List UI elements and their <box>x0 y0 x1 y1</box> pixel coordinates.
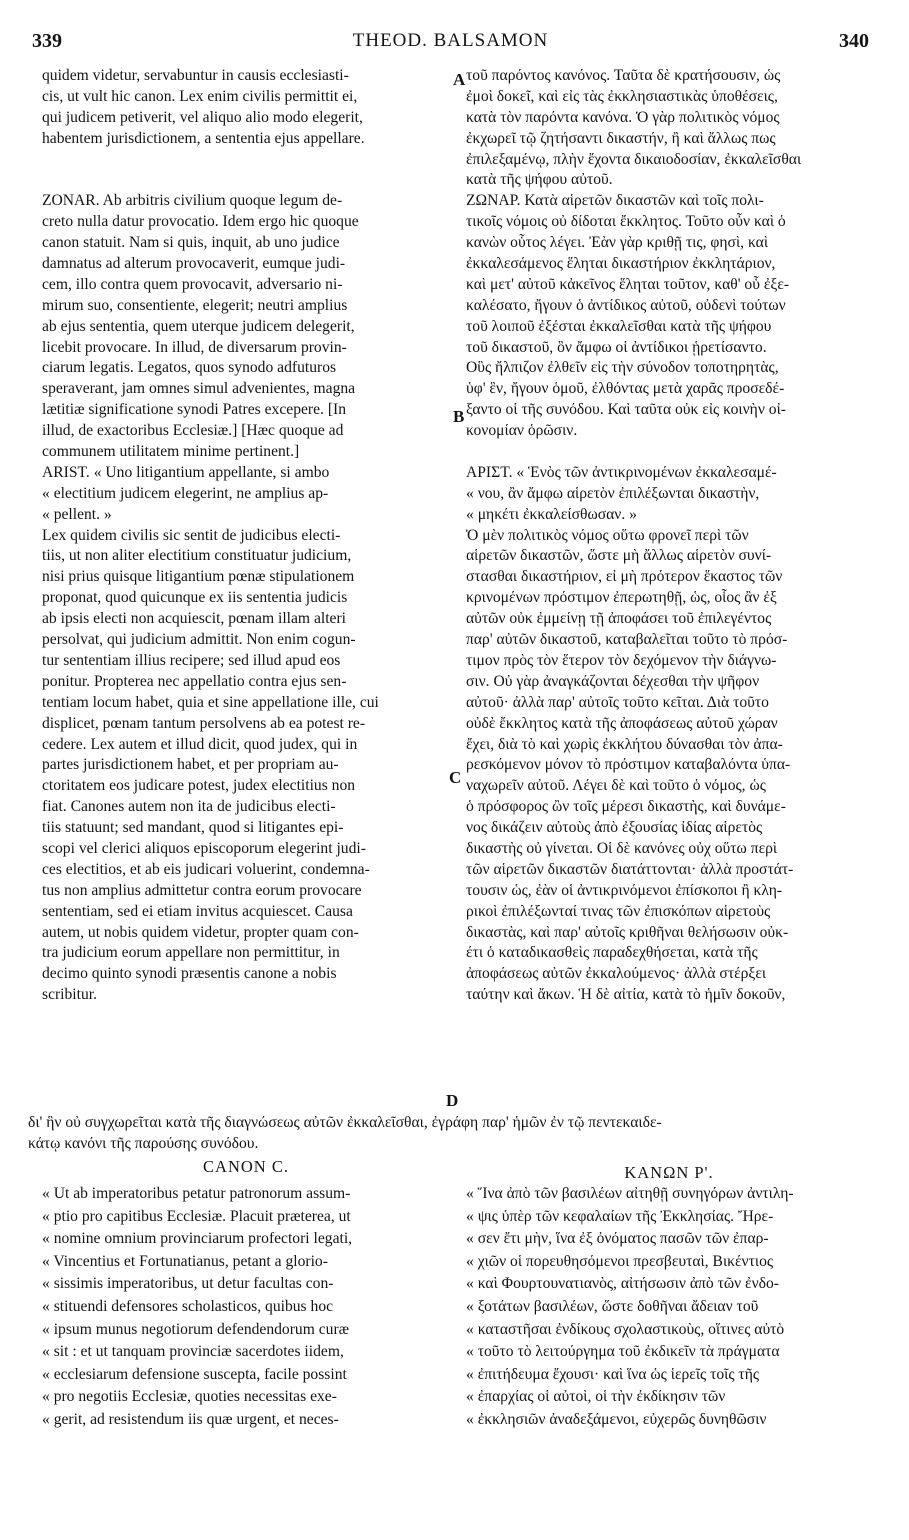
text-line: ΑΡΙΣΤ. « Ἑνὸς τῶν ἀντικρινομένων ἐκκαλεσαμέ- <box>466 463 777 481</box>
text-line: ces electitios, et ab eis judicari voluerint, condemna- <box>42 860 370 878</box>
text-line: cedere. Lex autem et illud dicit, quod judex, qui in <box>42 735 358 753</box>
text-line: έτι ὁ καταδικασθεὶς παραδεχθήσεται, κατὰ τῆς <box>466 944 758 962</box>
text-line: ρικοὶ ἐπιλέξωνταί τινας τῶν ἐπισκόπων αἱρετοὺς <box>466 902 771 920</box>
text-line: « sit : et ut tanquam provinciæ sacerdotes iidem, <box>42 1343 344 1361</box>
text-line: « καταστῆσαι ἐνδίκους σχολαστικοὺς, οἵτινες αὐτὸ <box>466 1320 785 1338</box>
text-line: καλέσατο, ἤγουν ὁ ἀντίδικος αὐτοῦ, οὐδενὶ τούτων <box>466 296 786 314</box>
text-line: proponat, quod quicunque ex iis sententia judicis <box>42 589 348 607</box>
text-line: « νου, ἂν ἄμφω αἱρετὸν ἐπιλέξωνται δικαστὴν, <box>466 484 760 502</box>
text-line: ab ipsis electi non acquiescit, pœnam illam alteri <box>42 610 346 628</box>
text-line: κρινομένων πρόστιμον ἐπερωτηθῇ, ὡς, οἷος ἂν ἐξ <box>466 589 777 607</box>
full-width-text <box>28 1112 878 1154</box>
text-line: « ipsum munus negotiorum defendendorum curæ <box>42 1320 350 1338</box>
text-line: Οὓς ἤλπιζον ἐλθεῖν εἰς τὴν σύνοδον τοποτηρητὰς, <box>466 359 779 377</box>
margin-letter-a: A <box>453 70 466 89</box>
text-line: τικοῖς νόμοις οὐ δίδοται ἔκκλητος. Τοῦτο οὖν καὶ ὁ <box>466 213 786 231</box>
text-line: « ecclesiarum defensione suscepta, facile possint <box>42 1365 347 1383</box>
text-line: « sissimis imperatoribus, ut detur facultas con- <box>42 1275 334 1293</box>
text-line: « τοῦτο τὸ λειτούργημα τοῦ ἐκδικεῖν τὰ πράγματα <box>466 1343 780 1361</box>
text-line: persolvat, qui judicium admittit. Non enim cogun- <box>42 631 356 649</box>
text-line: ὑφ' ἓν, ἤγουν ὁμοῦ, ἐλθόντας μετὰ χαρᾶς προσεδέ- <box>466 380 785 398</box>
text-line: ctoritatem eos judicare potest, judex electitius non <box>42 777 356 795</box>
text-line: κονομίαν ὁρῶσιν. <box>466 422 578 440</box>
text-line: ἐπιλεξαμένῳ, πλὴν ἔχοντα δικαιοδοσίαν, ἐκκαλεῖσθαι <box>466 150 802 168</box>
text-line: οὐδὲ ἔκκλητος κατὰ τῆς ἀποφάσεως αὐτοῦ χώραν <box>466 714 778 732</box>
text-line: παρ' αὐτῶν δικαστοῦ, καταβαλεῖται τοῦτο τὸ πρόσ- <box>466 631 788 649</box>
text-line: κάτῳ κανόνι τῆς παρούσης συνόδου. <box>28 1134 259 1152</box>
text-line: δι' ἣν οὐ συγχωρεῖται κατὰ τῆς διαγνώσεως αὐτῶν ἐκκαλεῖσθαι, ἐγράφη παρ' ἡμῶν ἐν τῷ πεντεκαιδε- <box>28 1114 662 1131</box>
text-line: quidem videtur, servabuntur in causis ecclesiasti- <box>42 67 349 84</box>
text-line: decimo quinto synodi præsentis canone a nobis <box>42 965 337 983</box>
text-line: ρεσκόμενον μόνον τὸ πρόστιμον καταβαλόντα ὑπα- <box>466 756 791 774</box>
text-line: ἔχει, διὰ τὸ καὶ χωρὶς ἐκκλήτου δύνασθαι τὸν ἀπα- <box>466 735 783 753</box>
text-line: scopi vel clerici aliquos episcoporum elegerint judi- <box>42 839 366 857</box>
text-line: ARIST. « Uno litigantium appellante, si ambo <box>42 463 330 481</box>
text-line: « Ut ab imperatoribus petatur patronorum assum- <box>42 1185 351 1202</box>
text-line: « Vincentius et Fortunatianus, petant a glorio- <box>42 1252 328 1270</box>
text-line: autem, ut nobis quidem videtur, propter quam con- <box>42 923 359 941</box>
text-line: ponitur. Propterea nec appellatio contra ejus sen- <box>42 672 347 690</box>
text-line: lætitiæ significatione synodi Patres excepere. [In <box>42 401 347 419</box>
text-line: canon statuit. Nam si quis, inquit, ab uno judice <box>42 234 340 252</box>
text-line: κατὰ τὸν παρόντα κανόνα. Ὁ γὰρ πολιτικὸς νόμος <box>466 108 780 126</box>
text-line: « Ἵνα ἀπὸ τῶν βασιλέων αἰτηθῇ συνηγόρων ἀντιλη- <box>466 1185 794 1202</box>
text-line: ἐκκαλεσάμενος ἕληται δικαστήριον ἐκκλητάριον, <box>466 255 776 273</box>
text-line: ναχωρεῖν αὐτοῦ. Λέγει δὲ καὶ τοῦτο ὁ νόμος, ὡς <box>466 777 766 795</box>
text-line: σιν. Οὐ γὰρ ἀναγκάζονται δέχεσθαι τὴν ψῆφον <box>466 672 760 690</box>
text-line: τοῦ παρόντος κανόνος. Ταῦτα δὲ κρατήσουσιν, ὡς <box>466 67 781 84</box>
text-line: habentem jurisdictionem, a sententia ejus appellare. <box>42 129 365 147</box>
text-line: αὐτοῦ· ἀλλὰ παρ' αὐτοῖς τοῦτο κεῖται. Διὰ τοῦτο <box>466 693 769 711</box>
text-line: licebit provocare. In illud, de diversarum provin- <box>42 338 347 356</box>
text-line: νος δικάζειν αὐτοὺς ἀπὸ ἐξουσίας ἰδίας αἱρετὸς <box>466 819 763 837</box>
text-line: τοῦ δικαστοῦ, ὃν ἄμφω οἱ ἀντίδικοι ᾑρετίσαντο. <box>466 338 767 356</box>
text-line: fiat. Canones autem non ita de judicibus electi- <box>42 798 336 816</box>
text-line: « ἐπιτήδευμα ἔχουσι· καὶ ἵνα ὡς ἱερεῖς τοῖς τῆς <box>466 1365 760 1383</box>
text-line: καὶ μετ' αὐτοῦ κἀκεῖνος ἕληται τοῦτον, καθ' οὗ ἐξε- <box>466 275 790 293</box>
page-number-left: 339 <box>32 30 62 52</box>
page-header <box>32 30 869 60</box>
text-line: tur sententiam illius recipere; sed illud apud eos <box>42 651 341 669</box>
text-line: αὐτῶν οὐκ ἐμμείνῃ τῇ ἀποφάσει τοῦ ἐπιλεγέντος <box>466 610 772 628</box>
text-line: « gerit, ad resistendum iis quæ urgent, et neces- <box>42 1410 339 1428</box>
page-number-right: 340 <box>839 30 869 52</box>
text-line: damnatus ad alterum provocaverit, eumque judi- <box>42 255 346 273</box>
text-line <box>42 150 450 171</box>
text-line: « μηκέτι ἐκκαλείσθωσαν. » <box>466 505 637 523</box>
text-line: ταύτην καὶ ἄκων. Ἡ δὲ αἰτία, κατὰ τὸ ἡμῖν δοκοῦν, <box>466 986 786 1004</box>
text-line: « ξοτάτων βασιλέων, ὥστε δοθῆναι ἄδειαν τοῦ <box>466 1297 759 1315</box>
margin-letter-d: D <box>446 1091 459 1110</box>
text-line: « ψις ὑπὲρ τῶν κεφαλαίων τῆς Ἐκκλησίας. Ἤρε- <box>466 1207 774 1225</box>
text-line: « ptio pro capitibus Ecclesiæ. Placuit præterea, ut <box>42 1207 351 1225</box>
text-line: τιμον πρὸς τὸν ἕτερον τὸν δεχόμενον τὴν διάγνω- <box>466 651 777 669</box>
text-line: « pro negotiis Ecclesiæ, quoties necessitas exe- <box>42 1388 337 1406</box>
text-line: αἱρετῶν δικαστῶν, ὥστε μὴ ἄλλως αἱρετὸν συνί- <box>466 547 772 565</box>
text-line: ZONAR. Ab arbitris civilium quoque legum de- <box>42 192 343 210</box>
latin-canon-text <box>42 1183 450 1432</box>
text-line: ὁ πρόσφορος ὢν τοῖς μέρεσι δικαστὴς, καὶ δυνάμε- <box>466 798 786 816</box>
text-line <box>42 170 450 191</box>
text-line: τῶν αἱρετῶν δικαστῶν διατάττονται· ἀλλὰ προστάτ- <box>466 860 794 878</box>
text-line: ἐμοὶ δοκεῖ, καὶ εἰς τὰς ἐκκλησιαστικὰς ὑποθέσεις, <box>466 87 778 105</box>
text-line: « nomine omnium provinciarum profectori legati, <box>42 1230 353 1248</box>
text-line: δικαστὰς, καὶ παρ' αὐτοῖς κριθῆναι θελήσωσιν οὐκ- <box>466 923 789 941</box>
text-line: speraverant, jam omnes simul advenientes, magna <box>42 380 356 398</box>
text-line: τοῦ λοιποῦ ἐξέσται ἐκκαλεῖσθαι κατὰ τῆς ψήφου <box>466 317 772 335</box>
text-line: ἐκχωρεῖ τῷ ζητήσαντι δικαστήν, ἢ καὶ ἄλλως πως <box>466 129 776 147</box>
text-line: « pellent. » <box>42 505 112 523</box>
text-line: ab ejus sententia, quem uterque judicem delegerit, <box>42 317 355 335</box>
text-line: tiis, ut non aliter electitium constituatur judicium, <box>42 547 352 565</box>
text-line: « ἐπαρχίας οἱ αὐτοὶ, οἱ τὴν ἐκδίκησιν τῶν <box>466 1388 726 1406</box>
text-line: displicet, pœnam tantum persolvens ab ea potest re- <box>42 714 366 732</box>
latin-column <box>42 66 450 1006</box>
greek-canon-heading: ΚΑΝΩΝ Ρ'. <box>624 1163 714 1182</box>
text-line: nisi prius quisque litigantium pœnæ stipulationem <box>42 568 355 586</box>
text-line: tus non amplius admittetur contra eorum provocare <box>42 881 362 899</box>
text-line: κατὰ τῆς ψήφου αὐτοῦ. <box>466 171 613 189</box>
text-line: ξαντο οἱ τῆς συνόδου. Καὶ ταῦτα οὐκ εἰς κοινὴν οἰ- <box>466 401 786 419</box>
text-line: tra judicium eorum appellare non permittitur, in <box>42 944 340 962</box>
margin-letter-b: B <box>453 407 465 426</box>
text-line: « stituendi defensores scholasticos, quibus hoc <box>42 1297 334 1315</box>
text-line: tentiam locum habet, quia et sine appellatione ille, cui <box>42 693 379 711</box>
text-line: ἀποφάσεως αὐτῶν ἐκκαλούμενος· ἀλλὰ στέρξει <box>466 965 767 983</box>
text-line: « σεν ἔτι μὴν, ἵνα ἐξ ὀνόματος πασῶν τῶν ἐπαρ- <box>466 1230 769 1248</box>
text-line: creto nulla datur provocatio. Idem ergo hic quoque <box>42 213 359 231</box>
text-line: δικαστὴς οὐ γίνεται. Οἱ δὲ κανόνες οὐχ οὕτω περὶ <box>466 839 778 857</box>
text-line: cis, ut vult hic canon. Lex enim civilis permittit ei, <box>42 87 358 105</box>
text-line: τουσιν ὡς, ἐὰν οἱ ἀντικρινόμενοι ἐπίσκοποι ἢ κλη- <box>466 881 783 899</box>
text-line: Lex quidem civilis sic sentit de judicibus electi- <box>42 526 341 544</box>
text-line: στασθαι δικαστήριον, εἰ μὴ πρότερον ἕκαστος τῶν <box>466 568 783 586</box>
margin-letter-c: C <box>449 768 462 787</box>
text-line: « ἐκκλησιῶν ἀναδεξάμενοι, εὐχερῶς δυνηθῶσιν <box>466 1410 767 1428</box>
greek-column <box>466 66 872 1006</box>
text-line: qui judicem petiverit, vel aliquo alio modo elegerit, <box>42 108 363 126</box>
text-line: « καὶ Φουρτουνατιανὸς, αἰτήσωσιν ἀπὸ τῶν ἐνδο- <box>466 1275 779 1293</box>
text-line: « electitium judicem elegerint, ne amplius ap- <box>42 484 329 502</box>
text-line: sententiam, sed ei etiam invitus acquiescet. Causa <box>42 902 353 920</box>
text-line: cem, illo contra quem provocavit, adversario ni- <box>42 275 343 293</box>
text-line <box>466 442 872 463</box>
running-head: THEOD. BALSAMON <box>352 30 549 51</box>
text-line: ΖΩΝΑΡ. Κατὰ αἱρετῶν δικαστῶν καὶ τοῖς πολι- <box>466 192 764 210</box>
text-line: scribitur. <box>42 986 98 1004</box>
text-line: tiis statuunt; sed mandant, quod si litigantes epi- <box>42 819 344 837</box>
greek-canon-text <box>466 1183 872 1432</box>
text-line: mirum suo, consentiente, elegerit; neutri amplius <box>42 296 348 314</box>
text-line: Ὁ μὲν πολιτικὸς νόμος οὕτω φρονεῖ περὶ τῶν <box>466 526 749 544</box>
text-line: ciarum legatis. Legatos, quos synodo adfuturos <box>42 359 337 377</box>
text-line: communem utilitatem minime pertinent.] <box>42 443 300 461</box>
text-line: partes jurisdictionem habet, et per propriam au- <box>42 756 339 774</box>
latin-canon-heading: CANON C. <box>203 1157 289 1176</box>
text-line: illud, de exactoribus Ecclesiæ.] [Hæc quoque ad <box>42 422 344 440</box>
text-line: « χιῶν οἱ πορευθησόμενοι πρεσβευταὶ, Βικέντιος <box>466 1252 774 1270</box>
text-line: κανὼν οὗτος λέγει. Ἐὰν γὰρ κριθῇ τις, φησὶ, καὶ <box>466 234 769 252</box>
